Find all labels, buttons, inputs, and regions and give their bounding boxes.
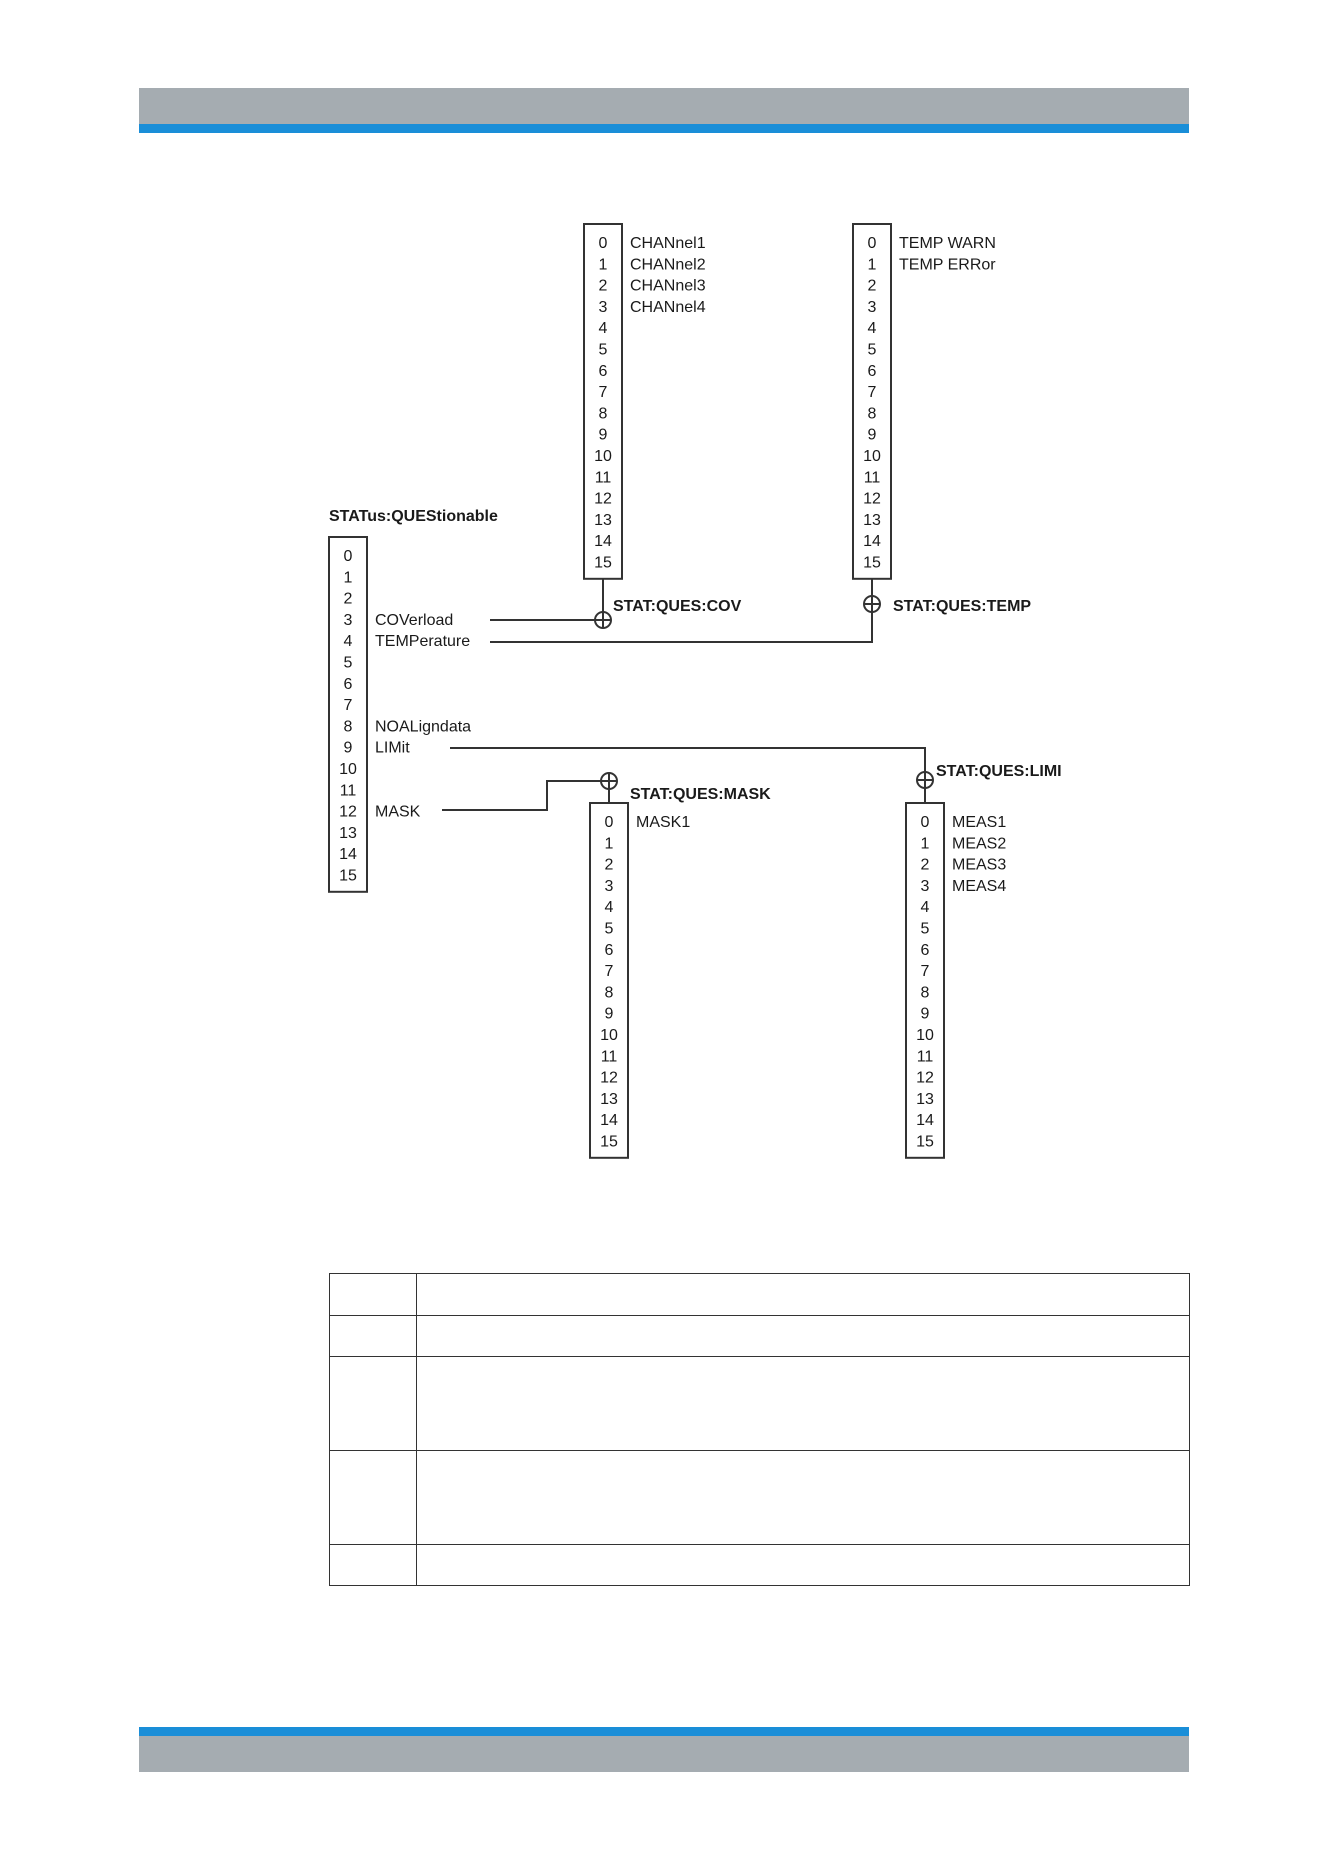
limi-bit-label: MEAS2	[952, 835, 1007, 853]
temp-bit-number: 12	[863, 490, 881, 508]
limi-bit-number: 2	[920, 856, 930, 874]
temp-bit-number: 6	[867, 362, 877, 380]
mask-bit-number: 2	[604, 856, 614, 874]
main-bit-number: 8	[343, 718, 353, 736]
main-bit-number: 14	[339, 846, 357, 864]
mask-summary-icon	[601, 773, 617, 789]
cov-register	[584, 224, 742, 615]
temp-bit-number: 9	[867, 426, 877, 444]
temp-bit-number: 11	[863, 469, 881, 487]
mask-bit-number: 10	[600, 1027, 618, 1044]
limi-bit-number: 3	[920, 877, 930, 895]
limi-summary-icon	[917, 772, 933, 788]
temp-bit-number: 14	[863, 533, 881, 551]
main-bit-label: TEMPerature	[375, 633, 471, 651]
limi-register	[906, 763, 1062, 1158]
main-bit-label: NOALigndata	[375, 718, 472, 736]
limi-bit-label: MEAS1	[952, 814, 1007, 831]
cov-summary-icon	[595, 612, 611, 628]
limi-bit-number: 15	[916, 1133, 934, 1151]
temp-bit-label: TEMP ERRor	[899, 256, 996, 274]
limi-bit-number: 7	[920, 963, 930, 981]
mask-bit-number: 6	[604, 941, 614, 959]
limi-bit-number: 4	[920, 899, 930, 917]
limi-bit-label: MEAS4	[952, 877, 1007, 895]
table-cell	[330, 1274, 417, 1316]
cov-bit-number: 13	[594, 511, 612, 529]
temp-bit-number: 8	[867, 405, 877, 423]
cov-bit-number: 4	[598, 320, 608, 338]
main-register	[329, 508, 498, 892]
table-row	[330, 1316, 1190, 1357]
mask-bit-number: 12	[600, 1069, 618, 1087]
temp-bit-number: 3	[867, 298, 877, 316]
cov-bit-number: 11	[594, 469, 612, 487]
mask-bit-number: 14	[600, 1112, 618, 1130]
cov-bit-number: 2	[598, 277, 608, 295]
temp-bit-number: 13	[863, 511, 881, 529]
main-register-title: STATus:QUEStionable	[329, 508, 498, 525]
limi-bit-number: 6	[920, 941, 930, 959]
main-bit-number: 12	[339, 803, 357, 821]
temp-bit-label: TEMP WARN	[899, 235, 996, 252]
temp-bit-number: 1	[867, 256, 877, 274]
temp-register-title: STAT:QUES:TEMP	[893, 598, 1032, 615]
cov-bit-label: CHANnel1	[630, 235, 706, 252]
main-bit-number: 1	[343, 569, 353, 587]
table-cell	[417, 1357, 1190, 1451]
table-cell	[330, 1357, 417, 1451]
table-row	[330, 1357, 1190, 1451]
mask-bit-number: 3	[604, 877, 614, 895]
temp-bit-number: 2	[867, 277, 877, 295]
main-bit-number: 0	[343, 548, 353, 565]
main-bit-label: MASK	[375, 803, 421, 821]
limi-bit-number: 12	[916, 1069, 934, 1087]
temp-bit-number: 0	[867, 235, 877, 252]
mask-bit-number: 11	[600, 1048, 618, 1066]
wire-mask	[442, 781, 601, 810]
limi-bit-number: 8	[920, 984, 930, 1002]
cov-bit-number: 14	[594, 533, 612, 551]
table-cell	[417, 1545, 1190, 1586]
cov-bit-number: 1	[598, 256, 608, 274]
cov-bit-label: CHANnel4	[630, 298, 706, 316]
wire-temperature	[490, 612, 872, 642]
main-bit-label: LIMit	[375, 739, 410, 757]
table-cell	[330, 1545, 417, 1586]
mask-bit-number: 9	[604, 1005, 614, 1023]
mask-register	[590, 786, 771, 1158]
temp-bit-number: 10	[863, 448, 881, 465]
mask-bit-number: 0	[604, 814, 614, 831]
main-bit-number: 9	[343, 739, 353, 757]
temp-bit-number: 4	[867, 320, 877, 338]
temp-bit-number: 7	[867, 384, 877, 402]
footer-accent-stripe	[139, 1727, 1189, 1736]
cov-bit-number: 7	[598, 384, 608, 402]
temp-summary-icon	[864, 596, 880, 612]
mask-bit-number: 4	[604, 899, 614, 917]
table-row	[330, 1274, 1190, 1316]
footer-band	[139, 1736, 1189, 1772]
limi-bit-number: 9	[920, 1005, 930, 1023]
table-row	[330, 1545, 1190, 1586]
limi-bit-number: 0	[920, 814, 930, 831]
mask-bit-number: 1	[604, 835, 614, 853]
limi-bit-number: 14	[916, 1112, 934, 1130]
main-bit-number: 2	[343, 590, 353, 608]
main-bit-number: 6	[343, 675, 353, 693]
cov-bit-number: 9	[598, 426, 608, 444]
mask-bit-number: 7	[604, 963, 614, 981]
main-bit-number: 15	[339, 867, 357, 885]
mask-register-title: STAT:QUES:MASK	[630, 786, 771, 803]
table-cell	[417, 1316, 1190, 1357]
limi-register-title: STAT:QUES:LIMI	[936, 763, 1062, 780]
cov-register-title: STAT:QUES:COV	[613, 598, 742, 615]
cov-bit-number: 12	[594, 490, 612, 508]
limi-bit-label: MEAS3	[952, 856, 1007, 874]
main-bit-number: 13	[339, 824, 357, 842]
wire-limit	[450, 748, 925, 772]
temp-bit-number: 5	[867, 341, 877, 359]
summary-symbols	[595, 596, 933, 789]
cov-bit-number: 8	[598, 405, 608, 423]
main-bit-label: COVerload	[375, 611, 454, 629]
main-bit-number: 5	[343, 654, 353, 672]
cov-bit-label: CHANnel3	[630, 277, 706, 295]
mask-bit-number: 8	[604, 984, 614, 1002]
mask-bit-number: 5	[604, 920, 614, 938]
cov-bit-number: 6	[598, 362, 608, 380]
main-bit-number: 10	[339, 761, 357, 778]
cov-bit-number: 15	[594, 554, 612, 572]
limi-bit-number: 11	[916, 1048, 934, 1066]
main-bit-number: 4	[343, 633, 353, 651]
main-bit-number: 11	[339, 782, 357, 800]
info-table	[329, 1273, 1190, 1586]
table-cell	[417, 1451, 1190, 1545]
table-cell	[417, 1274, 1190, 1316]
temp-bit-number: 15	[863, 554, 881, 572]
limi-bit-number: 10	[916, 1027, 934, 1044]
table-cell	[330, 1316, 417, 1357]
cov-bit-number: 3	[598, 298, 608, 316]
mask-bit-number: 15	[600, 1133, 618, 1151]
limi-bit-number: 13	[916, 1090, 934, 1108]
temp-register	[853, 224, 1031, 615]
cov-bit-number: 10	[594, 448, 612, 465]
mask-bit-number: 13	[600, 1090, 618, 1108]
cov-bit-number: 0	[598, 235, 608, 252]
main-bit-number: 7	[343, 697, 353, 715]
main-bit-number: 3	[343, 611, 353, 629]
table-row	[330, 1451, 1190, 1545]
limi-bit-number: 1	[920, 835, 930, 853]
cov-bit-number: 5	[598, 341, 608, 359]
table-cell	[330, 1451, 417, 1545]
cov-bit-label: CHANnel2	[630, 256, 706, 274]
limi-bit-number: 5	[920, 920, 930, 938]
mask-bit-label: MASK1	[636, 814, 691, 831]
